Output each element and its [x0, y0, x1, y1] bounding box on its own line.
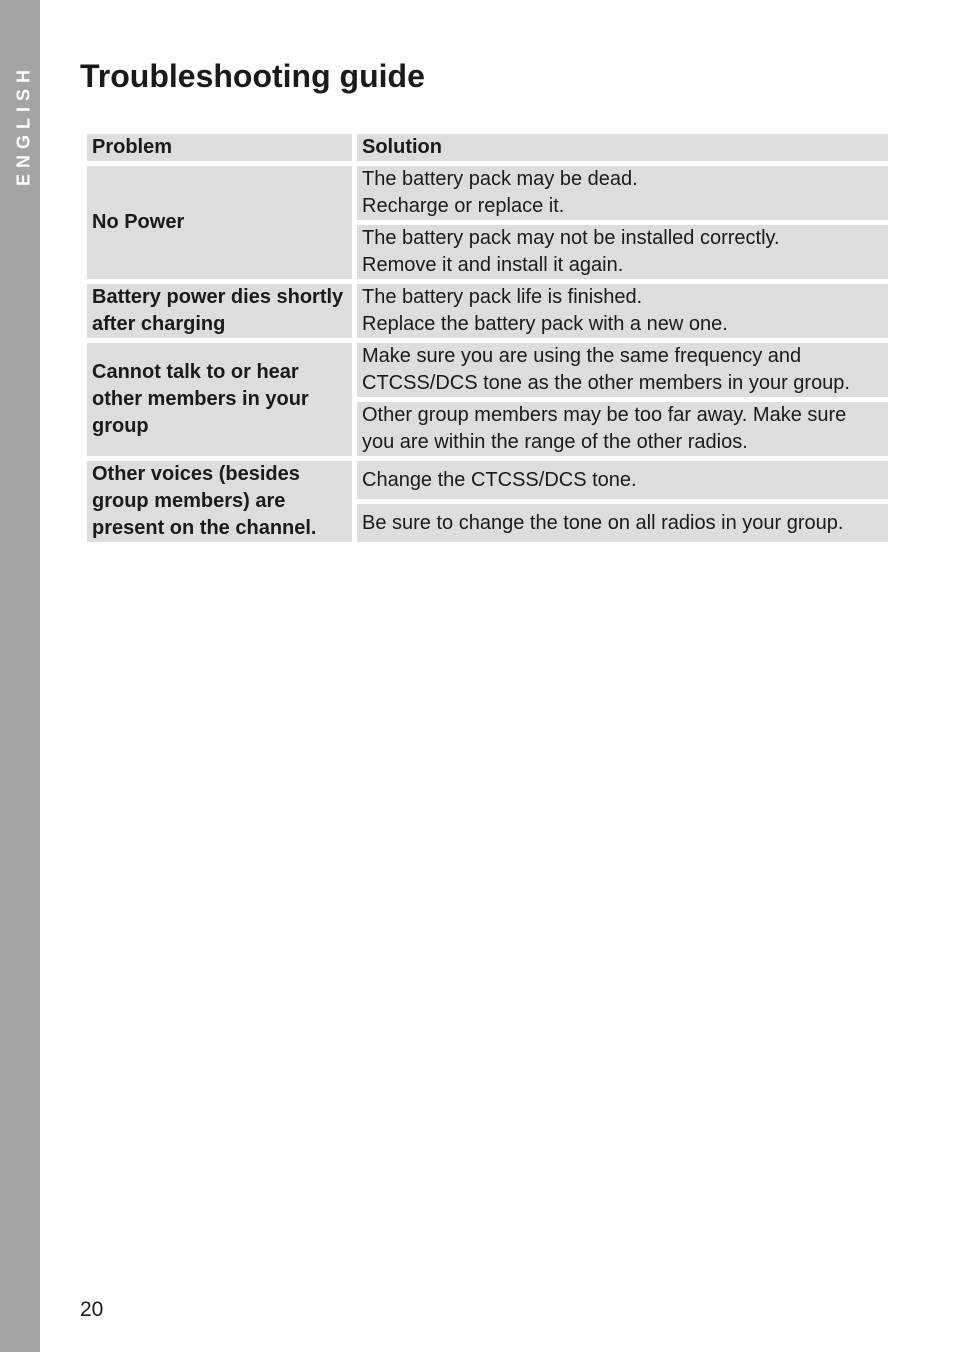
page-title: Troubleshooting guide — [80, 58, 425, 94]
table-row — [87, 284, 888, 338]
table-header-row — [87, 134, 888, 161]
header-solution: Solution — [357, 134, 888, 161]
solution-cell — [357, 225, 888, 279]
solution-cell: Make sure you are using the same frequency and CTCSS/DCS tone as the other members in your group. — [357, 343, 888, 397]
language-sidebar — [0, 0, 40, 1352]
solution-line: The battery pack may be dead. — [362, 168, 638, 190]
solution-line: The battery pack life is finished. — [362, 286, 643, 308]
problem-cell: Cannot talk to or hear other members in your group — [87, 343, 352, 456]
table-row — [87, 343, 888, 397]
solution-line: Replace the battery pack with a new one. — [362, 313, 728, 335]
solution-cell — [357, 166, 888, 220]
language-label: ENGLISH — [13, 63, 34, 187]
solution-cell — [357, 284, 888, 338]
solution-cell: Change the CTCSS/DCS tone. — [357, 461, 888, 499]
solution-line: Recharge or replace it. — [362, 195, 565, 217]
troubleshooting-table — [82, 129, 893, 547]
solution-cell: Be sure to change the tone on all radios in your group. — [357, 504, 888, 542]
solution-cell: Other group members may be too far away. Make sure you are within the range of the other radios. — [357, 402, 888, 456]
problem-cell: Other voices (besides group members) are present on the channel. — [87, 461, 352, 542]
page-number: 20 — [80, 1298, 104, 1321]
solution-line: The battery pack may not be installed correctly. — [362, 227, 780, 249]
table-row — [87, 166, 888, 220]
solution-line: Remove it and install it again. — [362, 254, 624, 276]
problem-cell: No Power — [87, 166, 352, 279]
table-row — [87, 461, 888, 499]
problem-cell: Battery power dies shortly after charging — [87, 284, 352, 338]
header-problem: Problem — [87, 134, 352, 161]
